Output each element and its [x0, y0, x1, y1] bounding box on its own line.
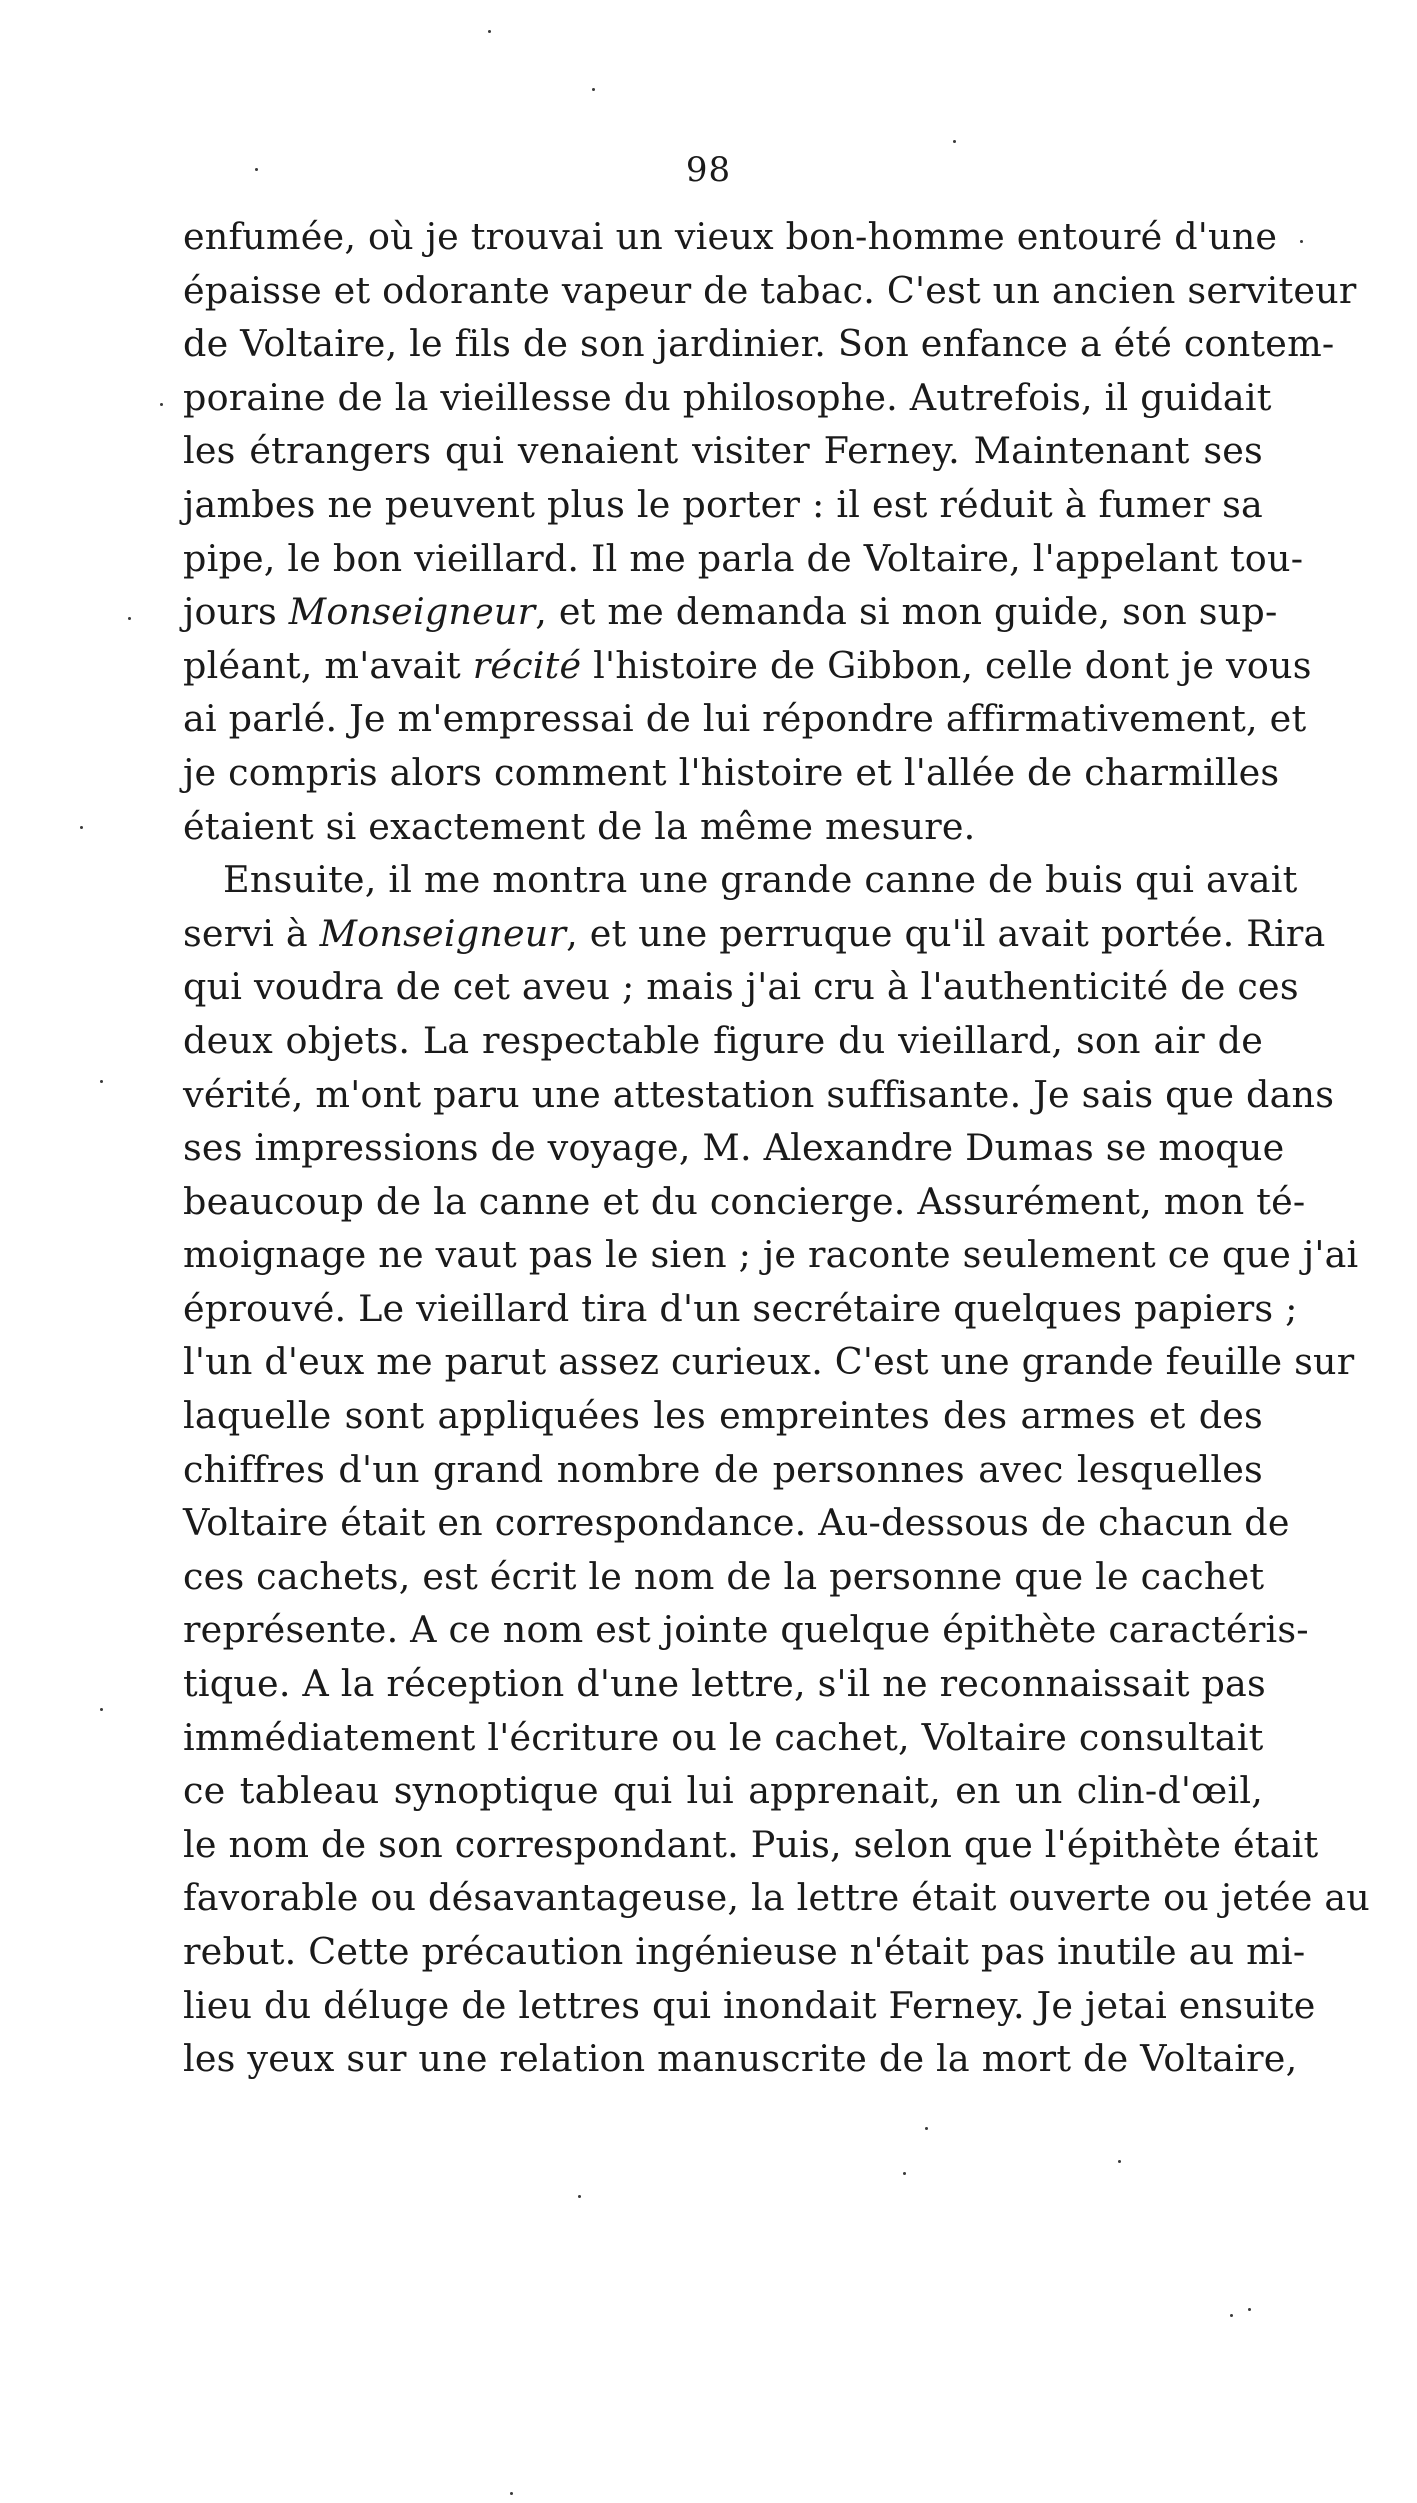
scan-speck	[1118, 2160, 1121, 2163]
scan-speck	[903, 2172, 906, 2175]
text-line	[183, 1014, 1263, 1068]
scan-speck	[128, 617, 131, 620]
text-segment: étaient si exactement de la même mesure.	[183, 804, 976, 848]
text-line	[183, 532, 1304, 586]
text-segment: favorable ou désavantageuse, la lettre était ouverte ou jetée au	[183, 1876, 1371, 1920]
text-segment: représente. A ce nom est jointe quelque épithète caractéris-	[183, 1608, 1309, 1652]
text-line	[183, 800, 1263, 854]
text-line	[183, 1711, 1263, 1765]
paragraph	[183, 210, 1357, 853]
text-segment: l'histoire de Gibbon, celle dont je vous	[581, 643, 1312, 687]
text-line	[183, 1764, 1263, 1818]
text-segment: jours	[183, 590, 289, 634]
page-number: 98	[685, 150, 732, 190]
text-segment: poraine de la vieillesse du philosophe. Autrefois, il guidait	[183, 375, 1272, 419]
text-segment: les yeux sur une relation manuscrite de la mort de Voltaire,	[183, 2037, 1298, 2081]
text-line	[183, 1496, 1290, 1550]
text-segment: de Voltaire, le fils de son jardinier. Son enfance a été contem-	[183, 322, 1335, 366]
text-line	[183, 1282, 1298, 1336]
text-line	[183, 1389, 1263, 1443]
text-segment: les étrangers qui venaient visiter Ferney. Maintenant ses	[183, 429, 1263, 473]
text-segment: , et une perruque qu'il avait portée. Rira	[566, 911, 1326, 955]
scan-speck	[510, 2492, 513, 2495]
scan-speck	[1230, 2314, 1233, 2317]
text-line	[183, 1818, 1319, 1872]
text-line	[183, 1228, 1359, 1282]
text-segment: ces cachets, est écrit le nom de la personne que le cachet	[183, 1554, 1265, 1598]
text-line	[183, 1550, 1263, 1604]
paragraph	[183, 853, 1371, 2086]
text-segment: Ensuite, il me montra une grande canne de buis qui avait	[223, 858, 1298, 902]
text-line	[183, 692, 1307, 746]
text-line	[183, 210, 1278, 264]
scan-speck	[255, 168, 258, 171]
text-segment: ce tableau synoptique qui lui apprenait, en un clin-d'œil,	[183, 1769, 1263, 1813]
text-line	[183, 1657, 1266, 1711]
text-segment: qui voudra de cet aveu ; mais j'ai cru à l'authenticité de ces	[183, 965, 1299, 1009]
text-segment: , et me demanda si mon guide, son sup-	[535, 590, 1278, 634]
text-line	[183, 907, 1326, 961]
scan-speck	[925, 2127, 928, 2130]
text-line	[183, 1443, 1263, 1497]
text-segment: immédiatement l'écriture ou le cachet, Voltaire consultait	[183, 1715, 1264, 1759]
text-line	[183, 639, 1312, 693]
text-segment: l'un d'eux me parut assez curieux. C'est une grande feuille sur	[183, 1340, 1355, 1384]
text-line	[183, 1979, 1316, 2033]
italic-term: Monseigneur	[319, 911, 567, 955]
text-segment: jambes ne peuvent plus le porter : il est réduit à fumer sa	[183, 482, 1263, 526]
italic-term: récité	[472, 643, 582, 687]
italic-term: Monseigneur	[288, 590, 536, 634]
text-segment: vérité, m'ont paru une attestation suffisante. Je sais que dans	[183, 1072, 1335, 1116]
scan-speck	[80, 826, 83, 829]
scan-speck	[100, 1708, 103, 1711]
text-segment: pléant, m'avait	[183, 643, 473, 687]
text-line	[183, 1068, 1335, 1122]
text-line	[183, 1175, 1306, 1229]
body-text	[183, 210, 1371, 2086]
text-line	[183, 1871, 1371, 1925]
text-segment: beaucoup de la canne et du concierge. Assurément, mon té-	[183, 1179, 1306, 1223]
text-segment: éprouvé. Le vieillard tira d'un secrétaire quelques papiers ;	[183, 1286, 1298, 1330]
text-segment: lieu du déluge de lettres qui inondait Ferney. Je jetai ensuite	[183, 1983, 1316, 2027]
text-line	[183, 317, 1335, 371]
text-line	[183, 1603, 1309, 1657]
text-segment: moignage ne vaut pas le sien ; je raconte seulement ce que j'ai	[183, 1233, 1359, 1277]
text-segment: je compris alors comment l'histoire et l'allée de charmilles	[183, 750, 1280, 794]
text-segment: le nom de son correspondant. Puis, selon que l'épithète était	[183, 1822, 1319, 1866]
text-segment: deux objets. La respectable figure du vieillard, son air de	[183, 1018, 1263, 1062]
text-segment: ses impressions de voyage, M. Alexandre Dumas se moque	[183, 1126, 1285, 1170]
text-segment: laquelle sont appliquées les empreintes des armes et des	[183, 1394, 1263, 1438]
text-line	[183, 424, 1263, 478]
scan-speck	[953, 140, 956, 143]
text-line	[183, 1335, 1355, 1389]
text-segment: Voltaire était en correspondance. Au-dessous de chacun de	[183, 1501, 1290, 1545]
scan-speck	[100, 1080, 103, 1083]
text-line	[183, 585, 1278, 639]
text-line	[183, 960, 1299, 1014]
text-line	[183, 746, 1280, 800]
scan-speck	[592, 88, 595, 91]
text-line	[183, 1121, 1285, 1175]
text-segment: enfumée, où je trouvai un vieux bon-homme entouré d'une	[183, 215, 1278, 258]
scan-speck	[488, 30, 491, 33]
scan-speck	[1248, 2308, 1251, 2311]
text-line	[183, 1925, 1306, 1979]
text-segment: servi à	[183, 911, 320, 955]
text-segment: rebut. Cette précaution ingénieuse n'était pas inutile au mi-	[183, 1930, 1306, 1973]
text-segment: ai parlé. Je m'empressai de lui répondre affirmativement, et	[183, 697, 1307, 741]
text-segment: pipe, le bon vieillard. Il me parla de Voltaire, l'appelant tou-	[183, 536, 1304, 580]
text-line	[183, 478, 1263, 532]
text-line	[183, 371, 1272, 425]
text-segment: tique. A la réception d'une lettre, s'il ne reconnaissait pas	[183, 1662, 1266, 1706]
scan-speck	[578, 2195, 581, 2198]
text-segment: chiffres d'un grand nombre de personnes avec lesquelles	[183, 1447, 1263, 1491]
text-segment: épaisse et odorante vapeur de tabac. C'est un ancien serviteur	[183, 268, 1357, 312]
text-line	[183, 264, 1357, 318]
scan-speck	[160, 403, 163, 406]
text-line	[183, 2032, 1298, 2086]
text-line	[183, 853, 1298, 907]
scan-speck	[1300, 240, 1303, 243]
